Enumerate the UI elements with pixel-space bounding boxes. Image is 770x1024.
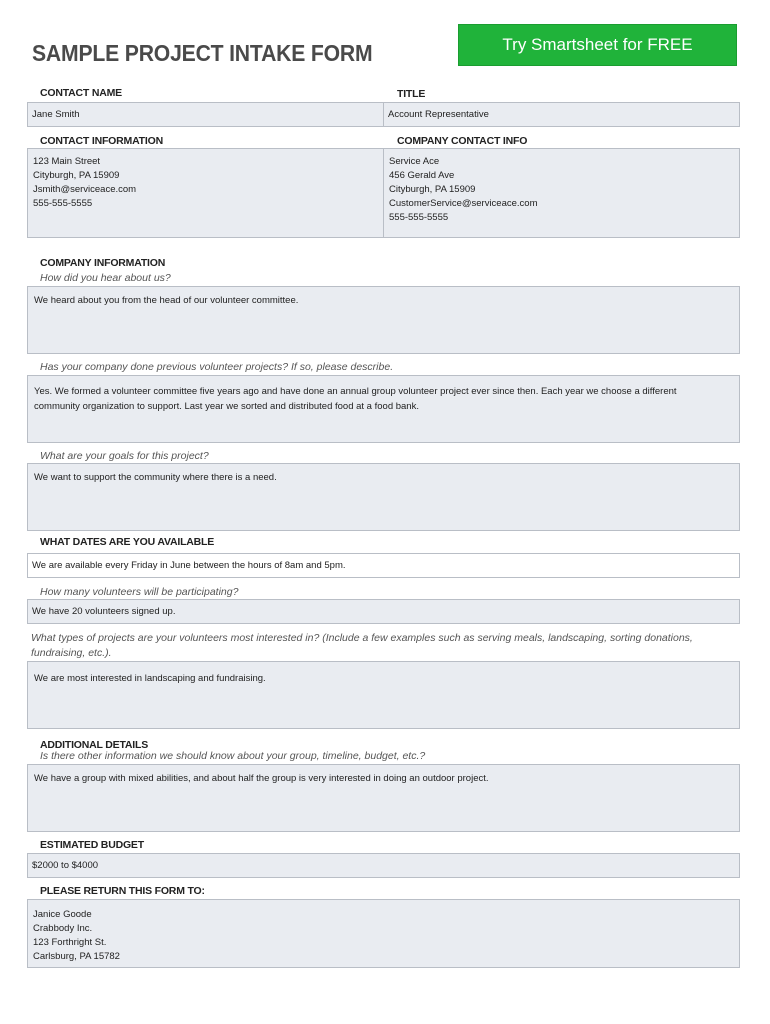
- company-contact-info-label: COMPANY CONTACT INFO: [397, 135, 528, 147]
- company-information-label: COMPANY INFORMATION: [40, 257, 166, 269]
- dates-available-field[interactable]: [27, 553, 740, 578]
- question-previous-projects: Has your company done previous volunteer projects? If so, please describe.: [40, 361, 394, 373]
- contact-info-line: Cityburgh, PA 15909: [33, 170, 120, 181]
- question-how-did-you-hear: How did you hear about us?: [40, 272, 171, 284]
- title-value: Account Representative: [388, 109, 489, 120]
- contact-info-line: 555-555-5555: [33, 198, 93, 209]
- dates-available-label: WHAT DATES ARE YOU AVAILABLE: [40, 536, 215, 548]
- question-volunteer-count: How many volunteers will be participating?: [40, 586, 239, 598]
- answer-how-did-you-hear[interactable]: [27, 286, 740, 354]
- contact-information-field[interactable]: [27, 148, 384, 238]
- company-info-line: 555-555-5555: [389, 212, 449, 223]
- answer-text: We want to support the community where there is a need.: [34, 472, 277, 483]
- return-address-line: Janice Goode: [33, 909, 92, 920]
- contact-name-field[interactable]: [27, 102, 384, 127]
- answer-additional-info[interactable]: [27, 764, 740, 832]
- answer-text: We heard about you from the head of our volunteer committee.: [34, 295, 299, 306]
- company-info-line: 456 Gerald Ave: [389, 170, 455, 181]
- return-form-label: PLEASE RETURN THIS FORM TO:: [40, 885, 205, 897]
- return-address-line: Crabbody Inc.: [33, 923, 93, 934]
- answer-project-types[interactable]: [27, 661, 740, 729]
- company-contact-info-field[interactable]: [383, 148, 740, 238]
- estimated-budget-label: ESTIMATED BUDGET: [40, 839, 144, 851]
- answer-text: We have 20 volunteers signed up.: [32, 606, 176, 617]
- contact-name-value: Jane Smith: [32, 109, 80, 120]
- contact-info-line: Jsmith@serviceace.com: [33, 184, 137, 195]
- question-additional-info: Is there other information we should know about your group, timeline, budget, etc.?: [40, 750, 426, 762]
- dates-available-value: We are available every Friday in June between the hours of 8am and 5pm.: [32, 560, 346, 571]
- answer-text: We have a group with mixed abilities, and about half the group is very interested in doing an outdoor project.: [34, 773, 489, 784]
- return-address-line: Carlsburg, PA 15782: [33, 951, 120, 962]
- title-label: TITLE: [397, 88, 426, 100]
- company-info-line: CustomerService@serviceace.com: [389, 198, 538, 209]
- page-title: SAMPLE PROJECT INTAKE FORM: [32, 40, 373, 66]
- return-address-line: 123 Forthright St.: [33, 937, 107, 948]
- try-smartsheet-button[interactable]: Try Smartsheet for FREE: [458, 24, 737, 66]
- estimated-budget-field[interactable]: [27, 853, 740, 878]
- question-project-types: What types of projects are your volunteers most interested in? (Include a few examples such as serving meals, landscaping, sorting donations, fundraising, etc.).: [31, 632, 693, 659]
- contact-name-label: CONTACT NAME: [40, 87, 122, 99]
- title-field[interactable]: [383, 102, 740, 127]
- answer-text: Yes. We formed a volunteer committee five years ago and have done an annual group volunteer project ever since then. Each year we choose a different community organization to support. Last year we sorted and distributed food at a food bank.: [34, 386, 677, 412]
- company-info-line: Service Ace: [389, 156, 440, 167]
- return-address-field[interactable]: [27, 899, 740, 968]
- contact-information-label: CONTACT INFORMATION: [40, 135, 163, 147]
- estimated-budget-value: $2000 to $4000: [32, 860, 99, 871]
- additional-details-label: ADDITIONAL DETAILS: [40, 739, 149, 751]
- answer-goals[interactable]: [27, 463, 740, 531]
- answer-previous-projects[interactable]: [27, 375, 740, 443]
- answer-volunteer-count[interactable]: [27, 599, 740, 624]
- contact-info-line: 123 Main Street: [33, 156, 101, 167]
- question-goals: What are your goals for this project?: [40, 450, 209, 462]
- company-info-line: Cityburgh, PA 15909: [389, 184, 476, 195]
- answer-text: We are most interested in landscaping and fundraising.: [34, 673, 266, 684]
